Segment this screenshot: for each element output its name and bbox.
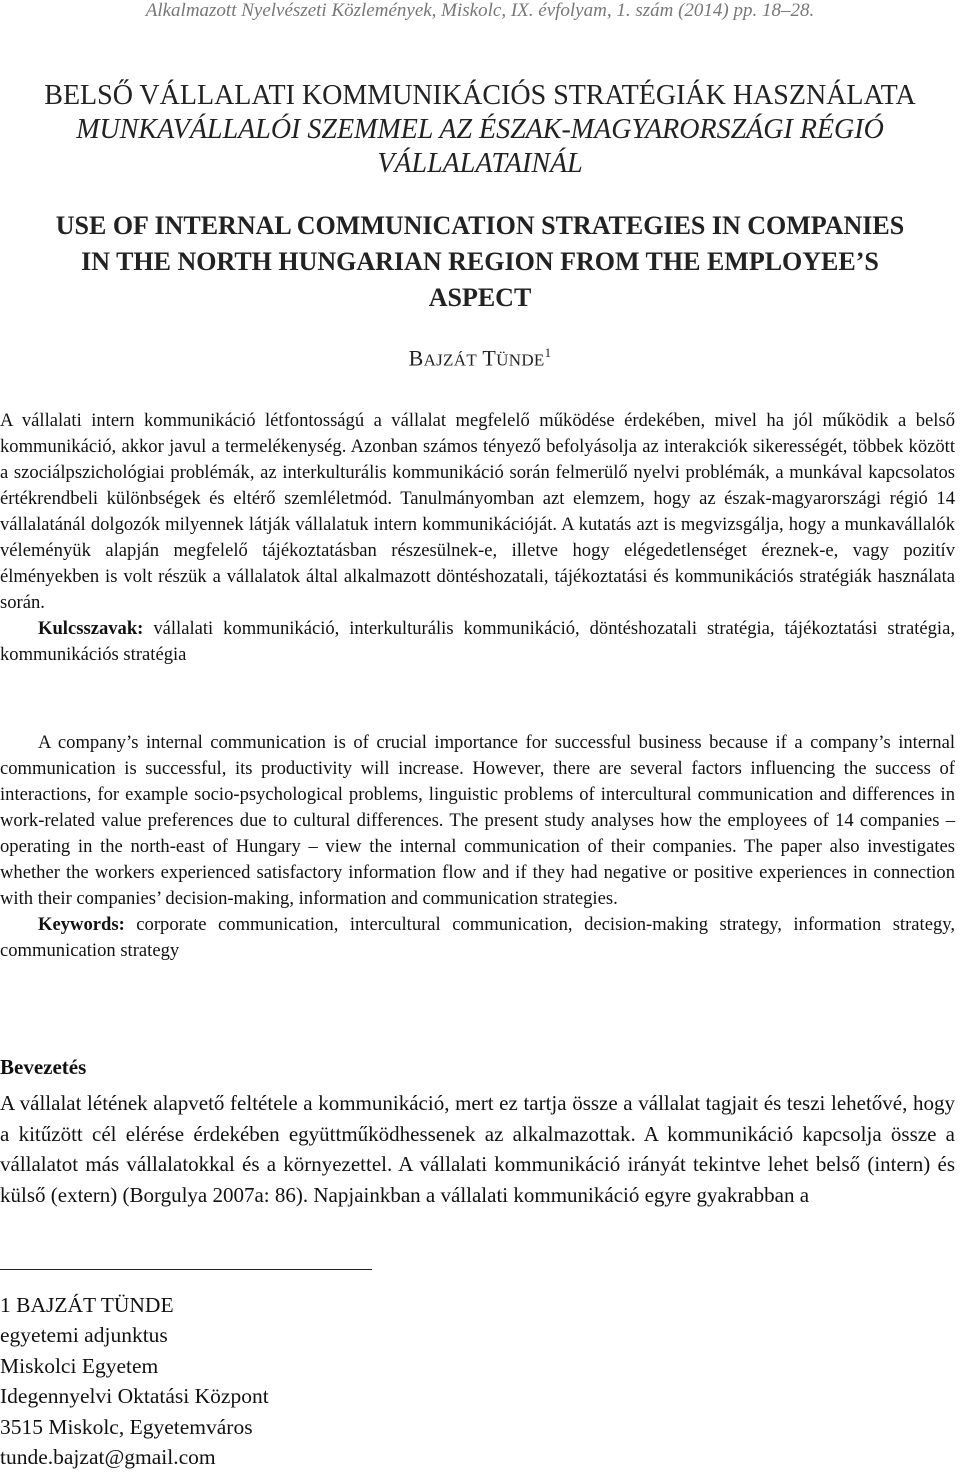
keywords-english-list: corporate communication, intercultural communication, decision-making strategy, information strategy, communication strategy	[0, 914, 955, 961]
abstract-hungarian-text: A vállalati intern kommunikáció létfontosságú a vállalat megfelelő működése érdekében, mivel ha jól működik a belső kommunikáció, akkor javul a termelékenység. Azonban számos tényező befolyásolja az interakciók sikerességét, többek között a szociálpszichológiai problémák, az interkulturális kommunikáció során felmerülő nyelvi problémák, a munkával kapcsolatos értékrendbeli különbségek és eltérő szemléletmód. Tanulmányomban azt elemzem, hogy az észak-magyarországi régió 14 vállalatánál dolgozók milyennek látják vállalatuk intern kommunikációját. A kutatás azt is megvizsgálja, hogy a munkavállalók véleményük alapján megfelelő tájékoztatásban részesülnek-e, illetve hogy elégedetlenséget éreznek-e, vagy pozitív élményekben is volt részük a vállalatok által alkalmazott döntéshozatali, tájékoztatási és kommunikációs stratégiák használata során.	[0, 410, 955, 613]
keywords-hungarian-label: Kulcsszavak:	[38, 618, 144, 639]
footnote-divider	[0, 1269, 372, 1270]
hungarian-title-line-2: MUNKAVÁLLALÓI SZEMMEL AZ ÉSZAK-MAGYARORSZÁGI RÉGIÓ	[76, 114, 884, 145]
hungarian-title-line-1: BELSŐ VÁLLALATI KOMMUNIKÁCIÓS STRATÉGIÁK HASZNÁLATA	[44, 80, 916, 111]
author-initial-1: B	[408, 345, 424, 371]
author-rest-1: AJZÁT	[423, 350, 478, 370]
footnote-author-line	[0, 1290, 269, 1320]
author-footnote-mark: 1	[544, 345, 552, 360]
keywords-hungarian-list: vállalati kommunikáció, interkulturális kommunikáció, döntéshozatali stratégia, tájékoztatási stratégia, kommunikációs stratégia	[0, 618, 955, 665]
abstract-english-text: A company’s internal communication is of crucial importance for successful business because if a company’s internal communication is successful, its productivity will increase. However, there are several factors influencing the success of interactions, for example socio-psychological problems, linguistic problems of intercultural communication and differences in work-related value preferences due to cultural differences. The present study analyses how the employees of 14 companies – operating in the north-east of Hungary – view the internal communication of their companies. The paper also investigates whether the workers experienced satisfactory information flow and if they had negative or positive experiences in connection with their companies’ decision-making, information and communication strategies.	[0, 732, 955, 909]
author-name	[0, 339, 960, 374]
hungarian-title	[0, 79, 960, 181]
english-title-line-2: IN THE NORTH HUNGARIAN REGION FROM THE EMPLOYEE’S	[81, 247, 879, 276]
english-title-line-3: ASPECT	[428, 283, 532, 312]
keywords-hungarian	[0, 616, 955, 668]
hungarian-title-line-3: VÁLLALATAINÁL	[377, 148, 583, 179]
english-title	[0, 208, 960, 316]
footnote	[0, 1290, 269, 1472]
footnote-department: Idegennyelvi Oktatási Központ	[0, 1384, 269, 1409]
footnote-address: 3515 Miskolc, Egyetemváros	[0, 1414, 253, 1439]
keywords-english	[0, 912, 955, 964]
running-head: Alkalmazott Nyelvészeti Közlemények, Miskolc, IX. évfolyam, 1. szám (2014) pp. 18–28.	[145, 0, 815, 21]
footnote-author-name: BAJZÁT TÜNDE	[16, 1293, 174, 1317]
english-title-line-1: USE OF INTERNAL COMMUNICATION STRATEGIES IN COMPANIES	[55, 211, 905, 240]
author-initial-2: T	[482, 345, 497, 371]
footnote-email: tunde.bajzat@gmail.com	[0, 1445, 216, 1470]
footnote-position: egyetemi adjunktus	[0, 1323, 168, 1348]
keywords-english-label: Keywords:	[38, 914, 125, 935]
footnote-university: Miskolci Egyetem	[0, 1353, 159, 1378]
section-heading: Bevezetés	[0, 1055, 87, 1079]
author-rest-2: ÜNDE	[496, 350, 545, 370]
body-paragraph: A vállalat létének alapvető feltétele a kommunikáció, mert ez tartja össze a vállalat tagjait és teszi lehetővé, hogy a kitűzött cél elérése érdekében együttműködhessenek az alkalmazottak. A kommunikáció kapcsolja össze a vállalatot más vállalatokkal és a környezettel. A vállalati kommunikáció irányát tekintve lehet belső (intern) és külső (extern) (Borgulya 2007a: 86). Napjainkban a vállalati kommunikáció egyre gyakrabban a	[0, 1091, 955, 1207]
abstract-english	[0, 730, 955, 964]
abstract-hungarian	[0, 408, 955, 668]
footnote-mark: 1	[0, 1293, 11, 1317]
